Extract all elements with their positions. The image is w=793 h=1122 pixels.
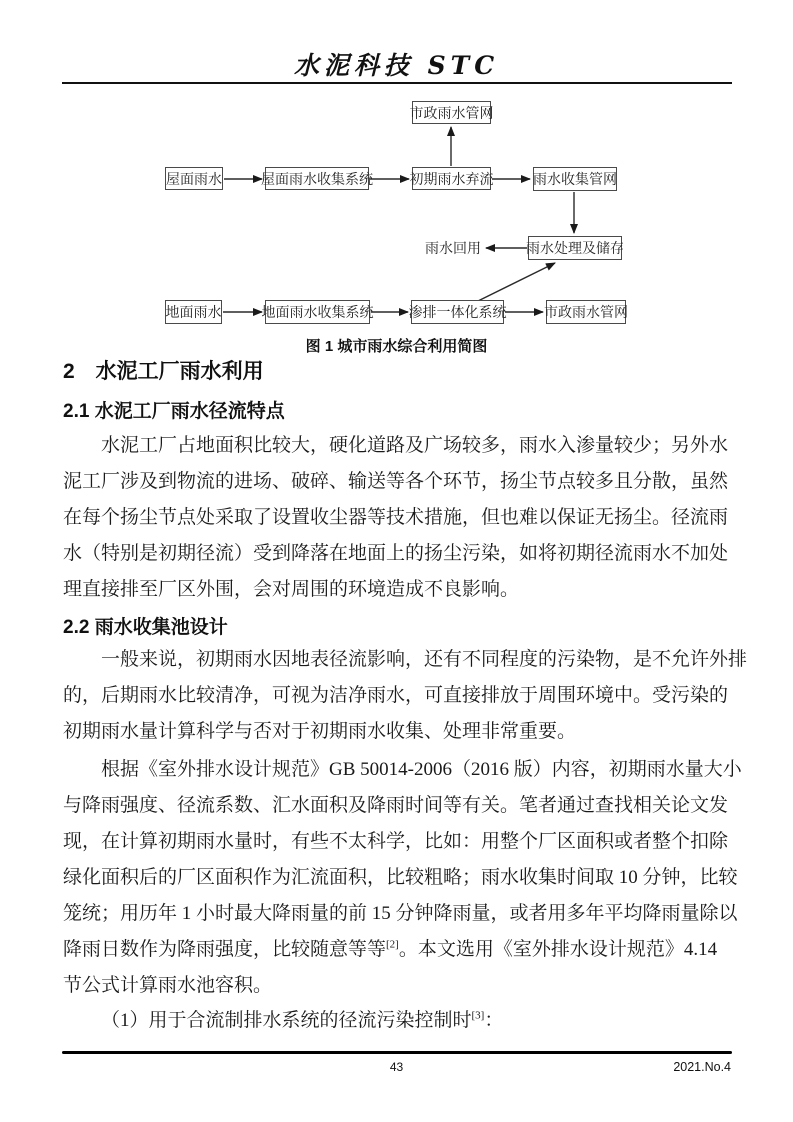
text-line: 水（特别是初期径流）受到降落在地面上的扬尘污染，如将初期径流雨水不加处 [63,543,729,564]
text-line: 的，后期雨水比较清净，可视为洁净雨水，可直接排放于周围环境中。受污染的 [63,685,729,706]
flow-node-rainwater-collection-network: 雨水收集管网 [533,167,617,191]
flow-node-treatment-and-storage: 雨水处理及储存 [528,236,622,260]
flow-node-roof-rainwater: 屋面雨水 [165,167,223,190]
paragraph-3 [63,752,742,1004]
flow-node-municipal-pipe-network-top: 市政雨水管网 [412,101,491,124]
text-segment: 。本文选用《室外排水设计规范》4.14 [398,939,718,960]
reference-marker-2: [2] [386,938,399,951]
flow-node-roof-collection-system: 屋面雨水收集系统 [265,167,369,190]
flow-node-municipal-pipe-network-bottom: 市政雨水管网 [546,300,626,324]
text-line-with-reference [63,932,731,968]
section-heading-2-2: 2.2 雨水收集池设计 [63,617,228,638]
flow-node-seepage-drainage-system: 渗排一体化系统 [411,300,504,324]
text-segment: （1）用于合流制排水系统的径流污染控制时 [101,1010,472,1031]
flow-node-ground-rainwater: 地面雨水 [165,300,222,324]
text-line: 在每个扬尘节点处采取了设置收尘器等技术措施，但也难以保证无扬尘。径流雨 [63,507,729,528]
paragraph-2 [63,642,748,750]
figure-caption: 图 1 城市雨水综合利用简图 [305,338,488,355]
flow-node-initial-rainwater-discard: 初期雨水弃流 [412,167,491,190]
page-number: 43 [389,1060,404,1074]
paragraph-1 [63,428,731,608]
footer-divider [62,1051,732,1054]
section-heading-2: 2 水泥工厂雨水利用 [63,360,264,383]
flow-arrows [0,0,793,360]
text-line: 初期雨水量计算科学与否对于初期雨水收集、处理非常重要。 [63,721,577,742]
text-line: 水泥工厂占地面积比较大，硬化道路及广场较多，雨水入渗量较少；另外水 [101,435,729,456]
figure-flowchart [0,0,793,360]
text-line: 节公式计算雨水池容积。 [63,975,273,996]
flow-label-rainwater-reuse: 雨水回用 [425,242,481,257]
text-line: 泥工厂涉及到物流的进场、破碎、输送等各个环节，扬尘节点较多且分散，虽然 [63,471,729,492]
paragraph-4 [63,1003,731,1039]
text-segment: 降雨日数作为降雨强度，比较随意等等 [63,939,387,960]
section-heading-2-1: 2.1 水泥工厂雨水径流特点 [63,401,285,422]
text-line: 现，在计算初期雨水量时，有些不太科学，比如：用整个厂区面积或者整个扣除 [63,831,729,852]
text-line: 一般来说，初期雨水因地表径流影响，还有不同程度的污染物，是不允许外排 [101,649,748,670]
text-line-with-reference [63,1003,731,1039]
flow-node-ground-collection-system: 地面雨水收集系统 [265,300,370,324]
text-line: 绿化面积后的厂区面积作为汇流面积，比较粗略；雨水收集时间取 10 分钟，比较 [63,867,738,888]
text-line: 根据《室外排水设计规范》GB 50014-2006（2016 版）内容，初期雨水量大小 [101,759,742,780]
reference-marker-3: [3] [471,1009,485,1022]
text-line: 理直接排至厂区外围，会对周围的环境造成不良影响。 [63,579,520,600]
journal-title: 水泥科技 STC [293,51,500,80]
text-segment: ： [484,1010,504,1031]
issue-number: 2021.No.4 [673,1060,731,1074]
text-line: 笼统；用历年 1 小时最大降雨量的前 15 分钟降雨量，或者用多年平均降雨量除以 [63,903,738,924]
text-line: 与降雨强度、径流系数、汇水面积及降雨时间等有关。笔者通过查找相关论文发 [63,795,729,816]
